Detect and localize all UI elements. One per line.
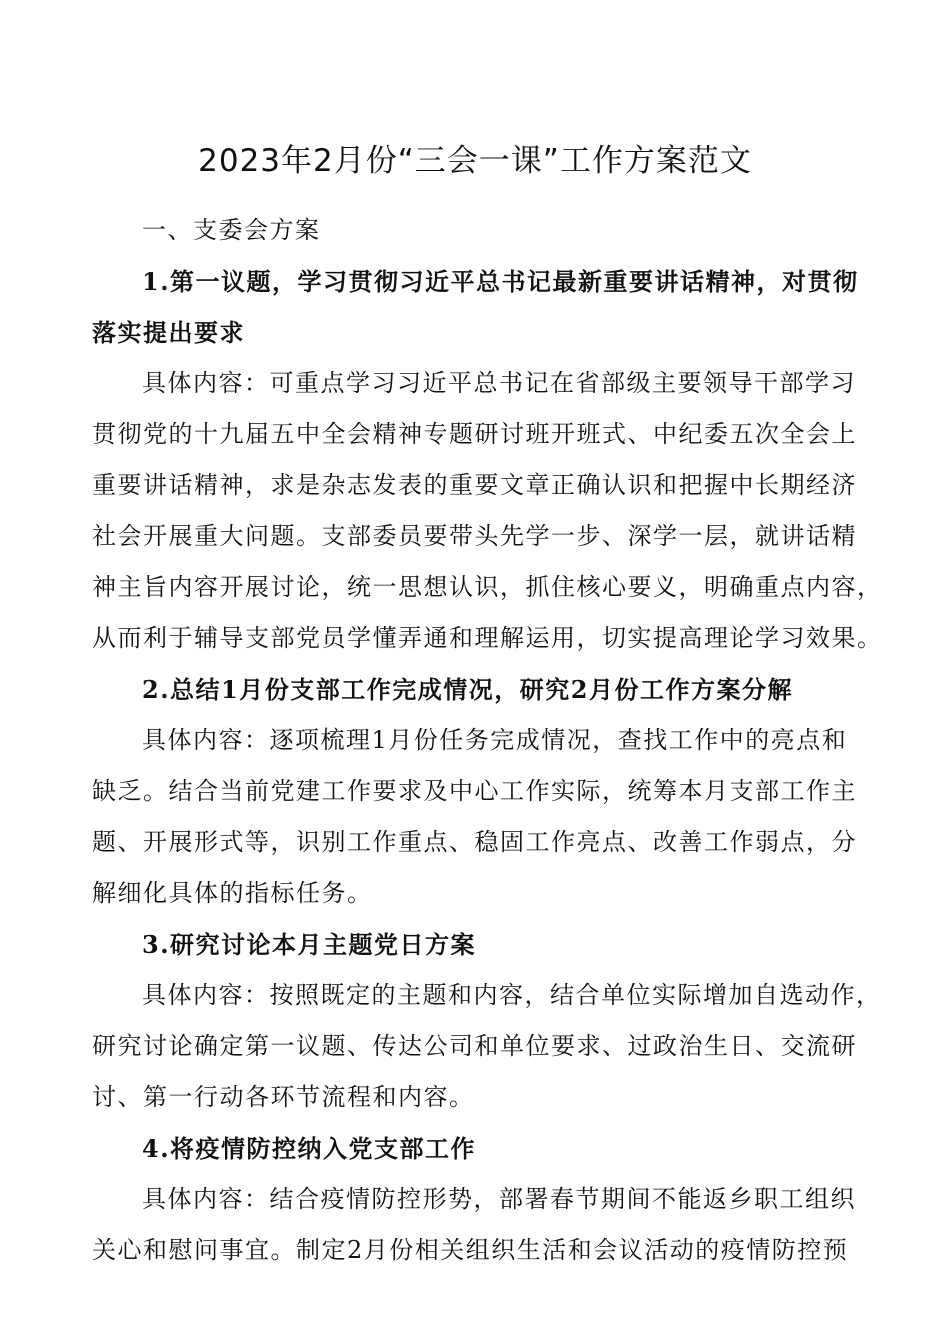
- section-heading: 一、支委会方案: [142, 216, 321, 244]
- paragraph-line: 解细化具体的指标任务。: [92, 879, 373, 907]
- agenda-item-1-heading-cont: 落实提出要求: [92, 318, 245, 347]
- agenda-item-4-heading: 4.将疫情防控纳入党支部工作: [142, 1134, 477, 1163]
- agenda-item-1-heading: 1.第一议题，学习贯彻习近平总书记最新重要讲话精神，对贯彻: [142, 267, 859, 296]
- paragraph-line: 具体内容：逐项梳理1月份任务完成情况，查找工作中的亮点和: [142, 726, 848, 754]
- paragraph-line: 关心和慰问事宜。制定2月份相关组织生活和会议活动的疫情防控预: [92, 1236, 849, 1264]
- agenda-item-3-heading: 3.研究讨论本月主题党日方案: [142, 930, 477, 959]
- paragraph-line: 讨、第一行动各环节流程和内容。: [92, 1083, 475, 1111]
- paragraph-line: 缺乏。结合当前党建工作要求及中心工作实际，统筹本月支部工作主: [92, 777, 857, 805]
- paragraph-line: 研究讨论确定第一议题、传达公司和单位要求、过政治生日、交流研: [92, 1032, 857, 1060]
- paragraph-line: 神主旨内容开展讨论，统一思想认识，抓住核心要义，明确重点内容，: [92, 573, 883, 601]
- paragraph-line: 重要讲话精神，求是杂志发表的重要文章正确认识和把握中长期经济: [92, 471, 857, 499]
- paragraph-line: 社会开展重大问题。支部委员要带头先学一步、深学一层，就讲话精: [92, 522, 857, 550]
- document-body: [92, 205, 883, 1276]
- paragraph-line: 题、开展形式等，识别工作重点、稳固工作亮点、改善工作弱点，分: [92, 828, 857, 856]
- document-title: 2023年2月份“三会一课”工作方案范文: [198, 143, 752, 179]
- paragraph-line: 具体内容：结合疫情防控形势，部署春节期间不能返乡职工组织: [142, 1185, 856, 1213]
- agenda-item-2-heading: 2.总结1月份支部工作完成情况，研究2月份工作方案分解: [142, 675, 793, 704]
- paragraph-line: 从而利于辅导支部党员学懂弄通和理解运用，切实提高理论学习效果。: [92, 624, 883, 652]
- paragraph-line: 具体内容：可重点学习习近平总书记在省部级主要领导干部学习: [142, 369, 856, 397]
- paragraph-line: 贯彻党的十九届五中全会精神专题研讨班开班式、中纪委五次全会上: [92, 420, 857, 448]
- paragraph-line: 具体内容：按照既定的主题和内容，结合单位实际增加自选动作，: [142, 981, 882, 1009]
